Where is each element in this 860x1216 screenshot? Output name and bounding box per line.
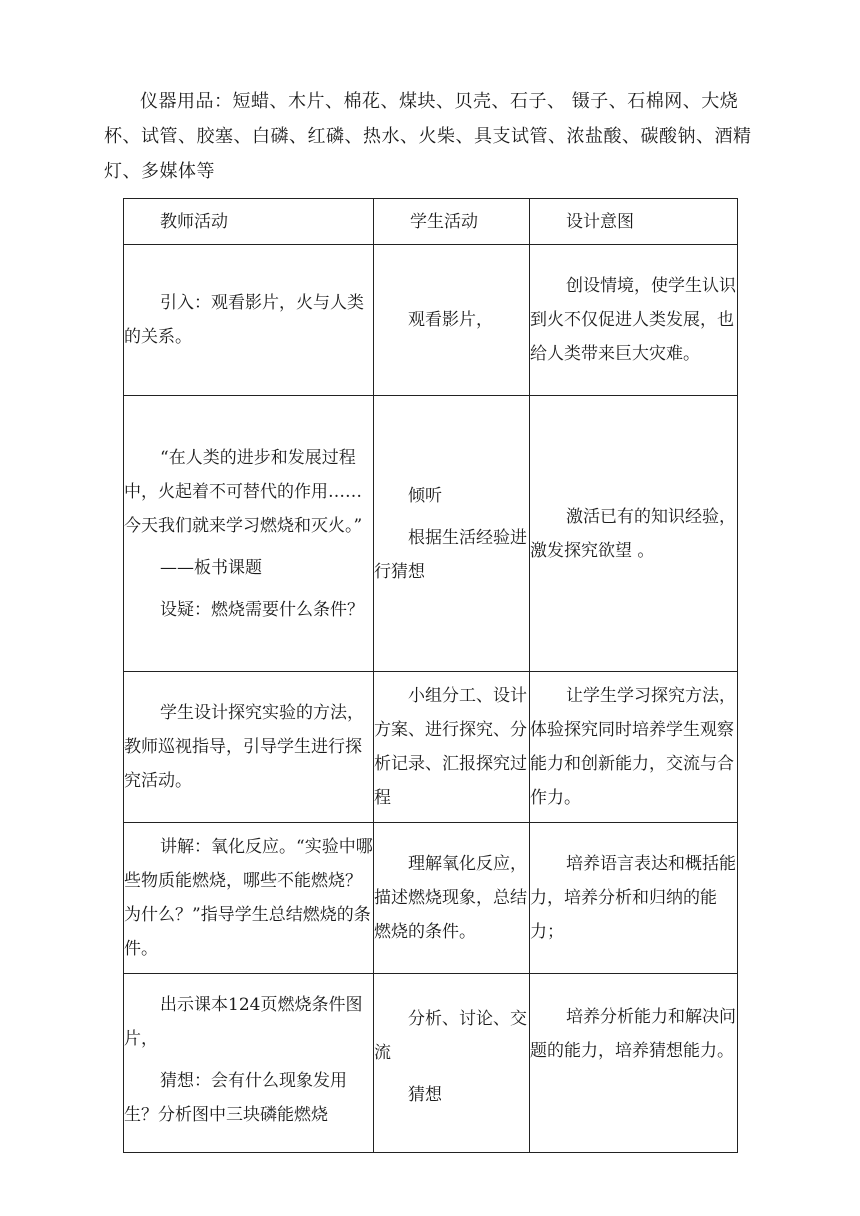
teacher-activity-cell: [124, 396, 374, 672]
cell-text: 理解氧化反应，描述燃烧现象，总结燃烧的条件。: [374, 854, 527, 942]
table-row: [124, 396, 738, 672]
teacher-activity-cell: [124, 823, 374, 974]
table-row: [124, 974, 738, 1153]
cell-text: 出示课本124页燃烧条件图片，: [124, 995, 363, 1049]
cell-text: ——板书课题: [160, 557, 262, 578]
cell-text: 设疑：燃烧需要什么条件？: [160, 599, 364, 620]
table-row: [124, 672, 738, 823]
teacher-activity-cell: [124, 245, 374, 396]
header-student-activity: 学生活动: [374, 199, 530, 245]
table-header-row: [124, 199, 738, 245]
cell-text: 引入：观看影片，火与人类的关系。: [124, 293, 364, 347]
student-activity-cell: [374, 396, 530, 672]
table-row: [124, 823, 738, 974]
student-activity-cell: [374, 672, 530, 823]
design-intent-cell: [530, 823, 738, 974]
cell-text: 培养语言表达和概括能力，培养分析和归纳的能力；: [530, 854, 736, 942]
cell-text: 激活已有的知识经验，激发探究欲望 。: [530, 506, 736, 561]
header-teacher-activity: 教师活动: [124, 199, 374, 245]
header-design-intent: 设计意图: [530, 199, 738, 245]
design-intent-cell: [530, 245, 738, 396]
cell-text: 学生设计探究实验的方法，教师巡视指导，引导学生进行探究活动。: [124, 703, 364, 791]
cell-text: 讲解：氧化反应。“实验中哪些物质能燃烧，哪些不能燃烧？为什么？”指导学生总结燃烧的条件。: [124, 837, 373, 959]
cell-text: 根据生活经验进行猜想: [374, 527, 527, 582]
cell-text: 小组分工、设计方案、进行探究、分析记录、汇报探究过程: [374, 686, 527, 808]
student-activity-cell: [374, 823, 530, 974]
teacher-activity-cell: [124, 974, 374, 1153]
cell-text: 让学生学习探究方法，体验探究同时培养学生观察能力和创新能力，交流与合作力。: [530, 686, 736, 808]
equipment-list: 仪器用品：短蜡、木片、棉花、煤块、贝壳、石子、 镊子、石棉网、大烧杯、试管、胶塞、白磷、红磷、热水、火柴、具支试管、浓盐酸、碳酸钠、酒精灯、多媒体等: [104, 91, 752, 182]
cell-text: 猜想：会有什么现象发用生？分析图中三块磷能燃烧: [124, 1071, 347, 1125]
cell-text: 培养分析能力和解决问题的能力，培养猜想能力。: [530, 1007, 736, 1061]
cell-text: 猜想: [408, 1085, 442, 1105]
cell-text: “在人类的进步和发展过程中，火起着不可替代的作用……今天我们就来学习燃烧和灭火。”: [124, 447, 363, 536]
design-intent-cell: [530, 672, 738, 823]
student-activity-cell: [374, 245, 530, 396]
cell-text: 倾听: [408, 485, 442, 506]
student-activity-cell: [374, 974, 530, 1153]
teacher-activity-cell: [124, 672, 374, 823]
cell-text: 分析、讨论、交流: [374, 1009, 527, 1063]
design-intent-cell: [530, 396, 738, 672]
table-row: [124, 245, 738, 396]
lesson-plan-table: [123, 198, 738, 1153]
cell-text: 观看影片，: [408, 310, 493, 330]
design-intent-cell: [530, 974, 738, 1153]
cell-text: 创设情境，使学生认识到火不仅促进人类发展，也给人类带来巨大灾难。: [530, 276, 736, 364]
